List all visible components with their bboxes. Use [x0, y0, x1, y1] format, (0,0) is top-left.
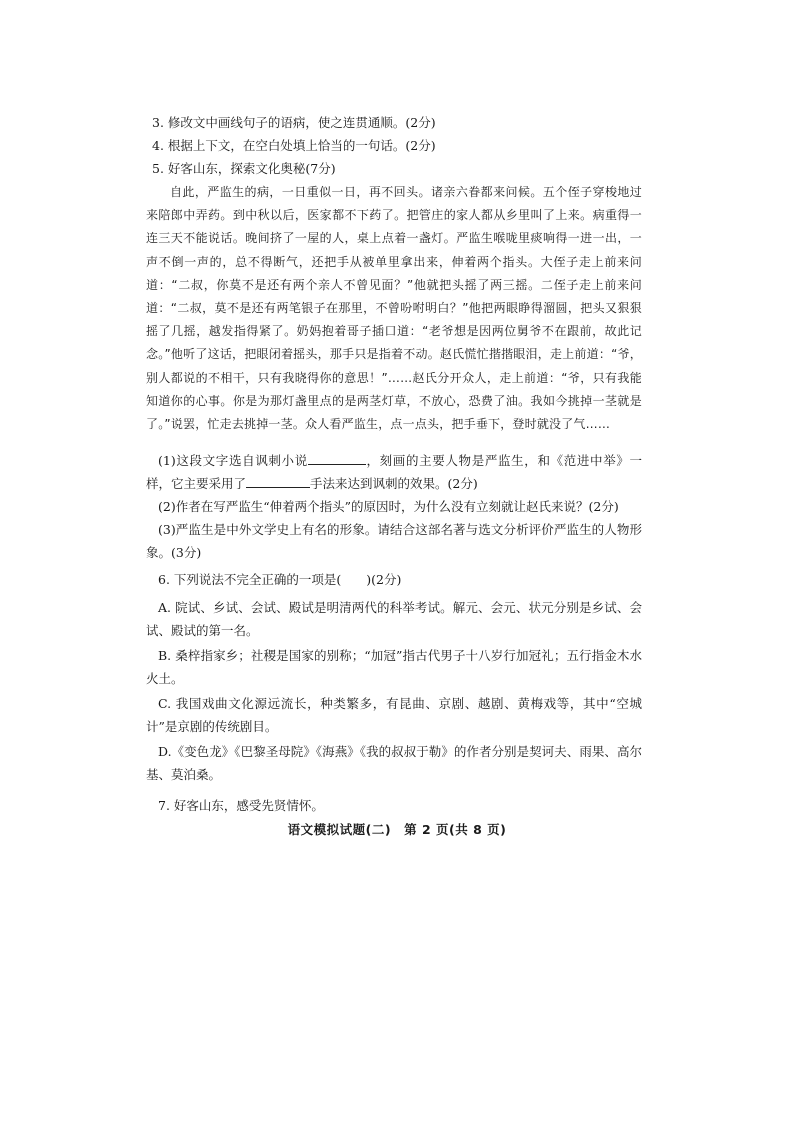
question-7: 7. 好客山东，感受先贤情怀。 [158, 798, 324, 813]
question-5-heading: 5. 好客山东，探索文化奥秘(7分) [152, 161, 336, 176]
answer-blank-1[interactable] [308, 451, 366, 465]
sub-question-2: (2)作者在写严监生“伸着两个指头”的原因时，为什么没有立刻就让赵氏来说？(2分) [158, 499, 619, 514]
option-c: C. 我国戏曲文化源远流长，种类繁多，有昆曲、京剧、越剧、黄梅戏等，其中“空城计”是京剧的传统剧目。 [146, 696, 642, 734]
sub-question-1-part2: ，刻画的主要人物是严监生，和《范进中举》一样，它主要采用了 [146, 453, 642, 491]
passage-text: 自此，严监生的病，一日重似一日，再不回头。诸亲六眷都来问候。五个侄子穿梭地过来陪郎中弄药。到中秋以后，医家都不下药了。把管庄的家人都从乡里叫了上来。病重得一连三天不能说话。晚间挤了一屋的人，桌上点着一盏灯。严监生喉咙里痰响得一进一出，一声不倒一声的，总不得断气，还把手从被单里拿出来，伸着两个指头。大侄子走上前来问道：“二叔，你莫不是还有两个亲人不曾见面？”他就把头摇了两三摇。二侄子走上前来问道：“二叔，莫不是还有两笔银子在那里，不曾吩咐明白？”他把两眼睁得溜圆，把头又狠狠摇了几摇，越发指得紧了。奶妈抱着哥子插口道：“老爷想是因两位舅爷不在跟前，故此记念。”他听了这话，把眼闭着摇头，那手只是指着不动。赵氏慌忙揩揩眼泪，走上前道：“爷，别人都说的不相干，只有我晓得你的意思！”……赵氏分开众人，走上前道：“爷，只有我能知道你的心事。你是为那灯盏里点的是两茎灯草，不放心，恐费了油。我如今挑掉一茎就是了。”说罢，忙走去挑掉一茎。众人看严监生，点一点头，把手垂下，登时就没了气…… [146, 185, 642, 432]
sub-question-1 [146, 449, 642, 495]
sub-question-1-part3: 手法来达到讽刺的效果。(2分) [310, 476, 478, 491]
option-a: A. 院试、乡试、会试、殿试是明清两代的科举考试。解元、会元、状元分别是乡试、会试、殿试的第一名。 [146, 600, 642, 638]
question-6-stem: 6. 下列说法不完全正确的一项是( )(2分) [158, 572, 402, 587]
question-4: 4. 根据上下文，在空白处填上恰当的一句话。(2分) [152, 138, 436, 153]
sub-question-3: (3)严监生是中外文学史上有名的形象。请结合这部名著与选文分析评价严监生的人物形象。(3分) [146, 522, 642, 560]
page-footer: 语文模拟试题(二) 第 2 页(共 8 页) [287, 822, 507, 837]
sub-question-1-part1: (1)这段文字选自讽刺小说 [158, 453, 308, 468]
option-d: D.《变色龙》《巴黎圣母院》《海燕》《我的叔叔于勒》的作者分别是契诃夫、雨果、高尔基、莫泊桑。 [146, 744, 642, 782]
option-b: B. 桑梓指家乡；社稷是国家的别称；“加冠”指古代男子十八岁行加冠礼；五行指金木水火土。 [146, 648, 642, 686]
question-3: 3. 修改文中画线句子的语病，使之连贯通顺。(2分) [152, 115, 436, 130]
reading-passage [146, 181, 642, 436]
answer-blank-2[interactable] [246, 474, 310, 488]
